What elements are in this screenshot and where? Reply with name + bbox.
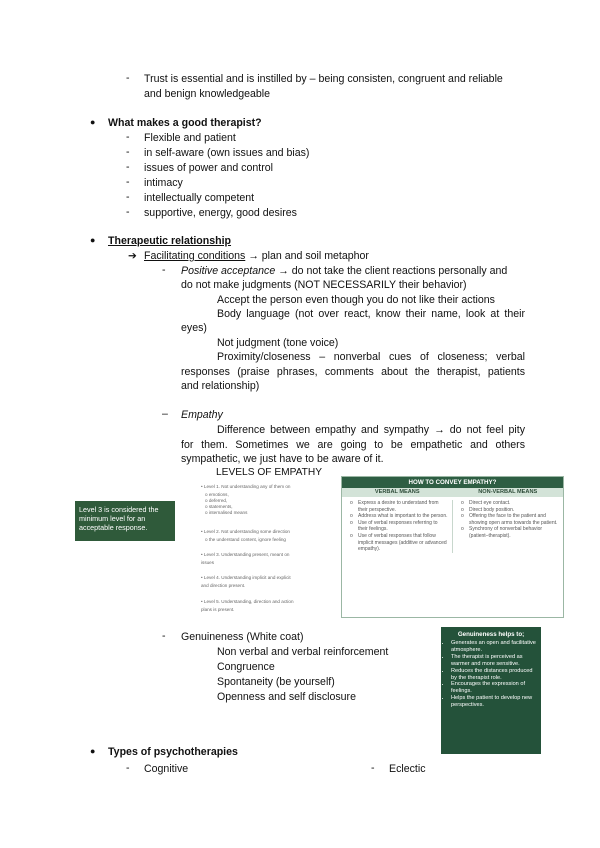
- body-language-line: eyes): [181, 322, 207, 334]
- dash-marker: -: [126, 72, 130, 84]
- level-item: o emotions,: [205, 492, 229, 497]
- intro-line: Trust is essential and is instilled by – being consisten, congruent and reliable: [144, 73, 503, 85]
- dash-marker: -: [126, 206, 130, 218]
- dash-marker: -: [126, 146, 130, 158]
- table-item: [461, 513, 559, 526]
- level-item: • Level 1. Not understanding any of them on: [201, 484, 291, 489]
- level-item: and direction present.: [201, 583, 246, 588]
- section-heading: What makes a good therapist?: [108, 117, 262, 129]
- table-item-text: Direct body position.: [469, 506, 515, 513]
- dash-marker: -: [126, 131, 130, 143]
- therapy-cognitive: Cognitive: [144, 763, 189, 775]
- bullet-icon: ●: [90, 117, 96, 127]
- empathy-line: for them. Sometimes we are going to be empathetic and others: [181, 439, 525, 451]
- list-item: supportive, energy, good desires: [144, 207, 297, 219]
- list-item: in self-aware (own issues and bias): [144, 147, 310, 159]
- dash-marker: -: [126, 762, 130, 774]
- circle-bullet-icon: o: [350, 513, 353, 520]
- level-item: plans is present.: [201, 607, 235, 612]
- verbal-column: [342, 500, 452, 553]
- genuineness-item: Non verbal and verbal reinforcement: [217, 646, 389, 658]
- empathy-label: Empathy: [181, 409, 223, 421]
- table-item: [350, 513, 448, 520]
- table-item: [350, 500, 448, 513]
- list-item: Flexible and patient: [144, 132, 236, 144]
- levels-title: LEVELS OF EMPATHY: [216, 467, 323, 478]
- table-item: [461, 500, 559, 507]
- genuineness-box: [441, 627, 541, 754]
- dash-marker: -: [371, 762, 375, 774]
- proximity-line: Proximity/closeness – nonverbal cues of closeness; verbal: [217, 351, 525, 363]
- table-item: [350, 520, 448, 533]
- circle-bullet-icon: o: [461, 500, 464, 506]
- empathy-line: sympathetic, we just have to be aware of it.: [181, 453, 384, 465]
- section-heading: Types of psychotherapies: [108, 746, 238, 758]
- table-item-text: Synchrony of nonverbal behavior (patient–therapist).: [469, 526, 543, 539]
- genuineness-box-item: • Reduces the distances produced by the therapist role.: [451, 668, 537, 682]
- table-item-text: Express a desire to understand from their perspective.: [358, 500, 439, 513]
- list-item: intellectually competent: [144, 192, 255, 204]
- genuineness-box-item: • Generates an open and facilitative atmosphere.: [451, 640, 537, 654]
- dash-marker: -: [126, 176, 130, 188]
- bullet-icon: ●: [90, 746, 96, 756]
- table-item: [350, 533, 448, 553]
- positive-line: do not make judgments (NOT NECESSARILY their behavior): [181, 279, 467, 291]
- intro-line: and benign knowledgeable: [144, 88, 271, 100]
- accept-line: Accept the person even though you do not like their actions: [217, 294, 495, 306]
- table-headers: [342, 488, 563, 497]
- arrow-icon: ➔: [128, 250, 137, 262]
- list-item: intimacy: [144, 177, 183, 189]
- genuineness-label: Genuineness (White coat): [181, 631, 304, 643]
- genuineness-box-title: Genuineness helps to;: [457, 631, 525, 638]
- table-item-text: Address what is important to the person.: [358, 513, 448, 520]
- body-language-line: Body language (not over react, know their name, look at their: [217, 308, 525, 320]
- table-item-text: Use of verbal responses that follow implicit messages (additive or advanced empathy).: [358, 532, 447, 553]
- table-item-text: Use of verbal responses referring to their feelings.: [358, 519, 438, 533]
- level-item: • Level 2. Not understanding some direction: [201, 529, 290, 534]
- dash-marker: -: [126, 191, 130, 203]
- table-item: [461, 526, 559, 539]
- level-item: o internalised means: [205, 510, 248, 515]
- genuineness-box-item: • Encourages the expression of feelings.: [451, 681, 537, 695]
- proximity-line: and relationship): [181, 380, 260, 392]
- genuineness-item: Openness and self disclosure: [217, 691, 356, 703]
- genuineness-box-item: • Helps the patient to develop new perspectives.: [451, 695, 537, 709]
- level3-note: Level 3 is considered the minimum level for an acceptable response.: [75, 501, 175, 541]
- positive-label: Positive acceptance: [181, 265, 276, 277]
- positive-text: → do not take the client reactions personally and: [275, 265, 508, 277]
- therapy-eclectic: Eclectic: [389, 763, 426, 775]
- dash-marker: -: [162, 264, 166, 276]
- level-item: issues: [201, 560, 215, 565]
- table-item-text: Offering the face to the patient and showing open arms towards the patient.: [469, 513, 558, 526]
- circle-bullet-icon: o: [350, 532, 353, 539]
- proximity-line: responses (praise phrases, comments about the therapist, patients: [181, 366, 525, 378]
- section-heading: Therapeutic relationship: [108, 235, 232, 247]
- circle-bullet-icon: o: [350, 519, 353, 526]
- dash-marker: -: [162, 630, 166, 642]
- not-judgment-line: Not judgment (tone voice): [217, 337, 339, 349]
- table-title: HOW TO CONVEY EMPATHY?: [342, 477, 563, 488]
- facilitating-link: Facilitating conditions: [144, 250, 246, 262]
- circle-bullet-icon: o: [461, 513, 464, 520]
- table-item: [461, 507, 559, 514]
- convey-empathy-table: [341, 476, 564, 618]
- circle-bullet-icon: o: [461, 506, 464, 513]
- level-item: o deferred,: [205, 498, 228, 503]
- level-item: • Level 5. Understanding, direction and action: [201, 599, 294, 604]
- level-item: • Level 4. Understanding implicit and explicit: [201, 575, 291, 580]
- circle-bullet-icon: o: [461, 526, 464, 533]
- empathy-line: Difference between empathy and sympathy → do not feel pity: [217, 424, 525, 436]
- dash-marker: –: [162, 408, 168, 420]
- list-item: issues of power and control: [144, 162, 273, 174]
- bullet-icon: ●: [90, 235, 96, 245]
- positive-line: [181, 264, 507, 278]
- genuineness-item: Spontaneity (be yourself): [217, 676, 335, 688]
- level-item: o statements,: [205, 504, 233, 509]
- level-item: o the understand content, ignore feeling: [205, 537, 286, 542]
- genuineness-item: Congruence: [217, 661, 275, 673]
- level-item: • Level 3. Understanding present, meant on: [201, 552, 290, 557]
- table-item-text: Direct eye contact.: [469, 500, 511, 506]
- circle-bullet-icon: o: [350, 500, 353, 506]
- genuineness-box-item: • The therapist is perceived as warmer and more sensitive.: [451, 654, 537, 668]
- verbal-header: VERBAL MEANS: [374, 489, 420, 495]
- dash-marker: -: [126, 161, 130, 173]
- facilitating-line: [144, 249, 369, 263]
- facilitating-text: → plan and soil metaphor: [245, 250, 369, 262]
- genuineness-box-list: [441, 640, 541, 709]
- nonverbal-column: [453, 500, 563, 553]
- nonverbal-header: NON-VERBAL MEANS: [478, 489, 538, 495]
